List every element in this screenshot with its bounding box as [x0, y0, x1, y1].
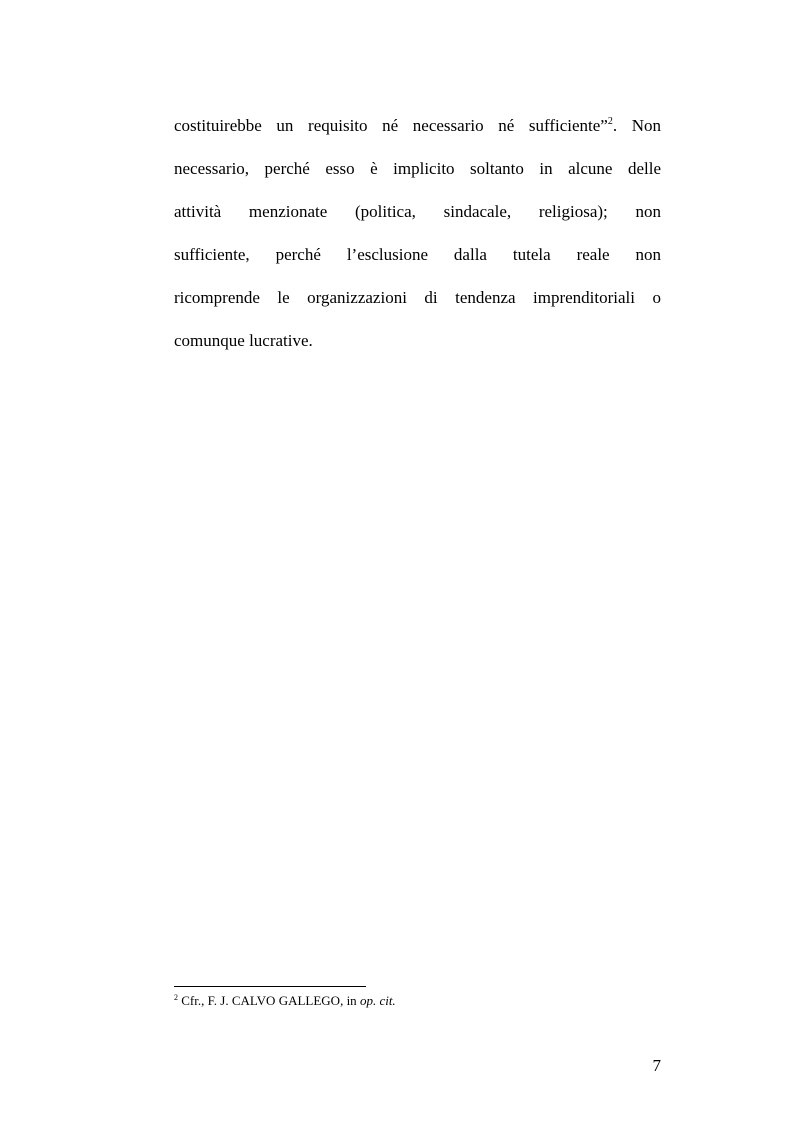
- footnote-separator: [174, 986, 366, 987]
- body-line-5: ricomprende le organizzazioni di tendenza imprenditoriali o: [174, 288, 661, 307]
- footnote-text: Cfr., F. J. CALVO GALLEGO, in: [178, 993, 360, 1008]
- body-line-1: [174, 111, 661, 154]
- footnote-marker: 2: [174, 993, 178, 1002]
- body-line-4: sufficiente, perché l’esclusione dalla tutela reale non: [174, 245, 661, 264]
- footnote-italic-citation: op. cit.: [359, 993, 396, 1008]
- body-line-2: necessario, perché esso è implicito soltanto in alcune delle: [174, 159, 661, 178]
- body-line-6: comunque lucrative.: [174, 331, 313, 350]
- body-line-3: attività menzionate (politica, sindacale, religiosa); non: [174, 202, 661, 221]
- body-paragraph: [174, 111, 661, 369]
- page-number: 7: [652, 1056, 661, 1075]
- footnote: [174, 993, 396, 1009]
- body-line-1-text: costituirebbe un requisito né necessario né sufficiente”: [174, 116, 608, 135]
- body-line-1-tail: . Non: [612, 116, 662, 135]
- footnote-reference: 2: [607, 116, 613, 127]
